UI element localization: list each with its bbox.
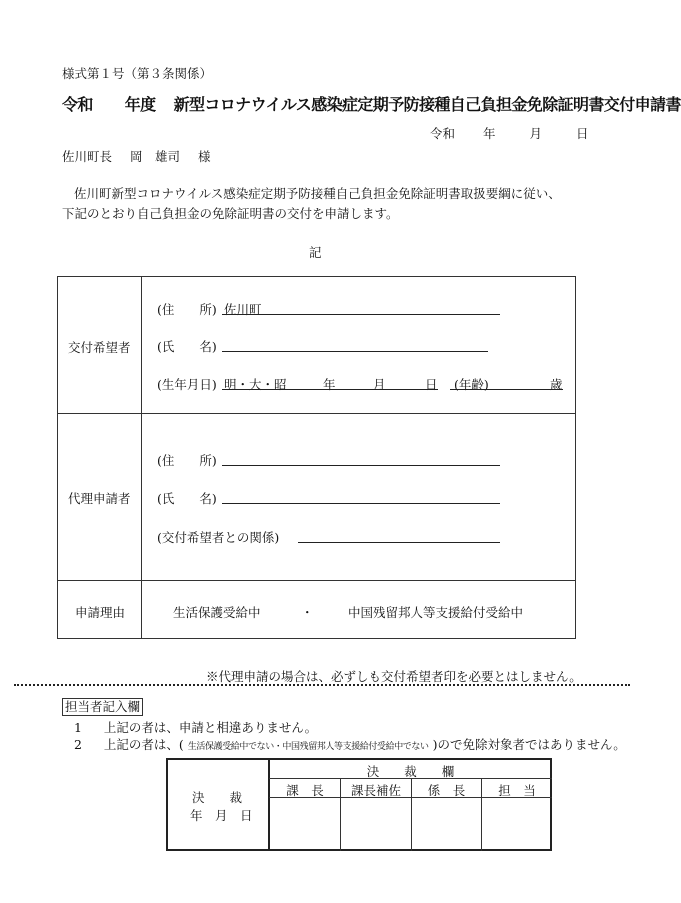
date-day: 日 xyxy=(575,126,589,141)
applicant-address-value[interactable]: 佐川町 xyxy=(224,302,262,317)
title-text: 新型コロナウイルス感染症定期予防接種自己負担金免除証明書交付申請書 xyxy=(173,95,681,114)
approval-stamp-kacho[interactable] xyxy=(270,800,339,849)
date-month: 月 xyxy=(529,126,542,141)
approval-stamp-kakaricho[interactable] xyxy=(412,800,480,849)
applicant-age-unit: 歳 xyxy=(550,377,563,392)
cut-line xyxy=(14,684,630,686)
staff-item-1-number: 1 xyxy=(74,720,82,735)
staff-heading: 担当者記入欄 xyxy=(62,698,143,716)
applicant-age-label: (年齢) xyxy=(454,377,489,392)
proxy-relation-field[interactable] xyxy=(298,542,500,543)
applicant-age-field[interactable] xyxy=(450,389,563,390)
applicant-birth-label: (生年月日) xyxy=(157,377,217,392)
table-row-divider-2 xyxy=(57,580,576,581)
approval-header: 決 裁 欄 xyxy=(366,764,455,779)
proxy-name-label: (氏 名) xyxy=(157,491,217,506)
staff-item-2 xyxy=(74,735,626,753)
addressee-honorific: 様 xyxy=(197,149,211,164)
approval-stamp-tanto[interactable] xyxy=(482,800,551,849)
date-year: 年 xyxy=(482,126,496,141)
proxy-address-label: (住 所) xyxy=(157,453,217,468)
form-number: 様式第１号（第３条関係） xyxy=(62,66,213,81)
approval-col-kacho: 課 長 xyxy=(286,783,324,798)
date-era: 令和 xyxy=(430,126,456,141)
applicant-name-field[interactable] xyxy=(222,351,488,352)
proxy-relation-label: (交付希望者との関係) xyxy=(157,530,280,545)
staff-item-1 xyxy=(74,718,317,736)
applicant-address-field[interactable] xyxy=(222,314,500,315)
approval-stamp-kachohosa[interactable] xyxy=(341,800,410,849)
applicant-era-options[interactable]: 明・大・昭 xyxy=(224,377,287,392)
proxy-note: ※代理申請の場合は、必ずしも交付希望者印を必要とはしません。 xyxy=(206,669,582,684)
date-line xyxy=(430,124,588,142)
reason-label: 申請理由 xyxy=(75,605,126,620)
proxy-name-field[interactable] xyxy=(222,503,500,504)
applicant-address-label: (住 所) xyxy=(157,302,217,317)
applicant-birth-month: 月 xyxy=(373,377,386,392)
title-era: 令和 xyxy=(62,95,93,114)
addressee-name: 岡 雄司 xyxy=(129,149,180,164)
staff-item-2-options[interactable]: 生活保護受給中でない・中国残留邦人等支援給付受給中でない xyxy=(187,742,429,752)
approval-col-tanto: 担 当 xyxy=(498,783,536,798)
staff-item-1-text: 上記の者は、申請と相違ありません。 xyxy=(103,720,318,735)
staff-item-2-pre: 上記の者は、( xyxy=(103,737,184,752)
addressee xyxy=(62,147,210,165)
applicant-birth-field[interactable] xyxy=(222,389,438,390)
intro-line-2: 下記のとおり自己負担金の免除証明書の交付を申請します。 xyxy=(62,206,399,221)
approval-left-date: 年 月 日 xyxy=(190,808,253,823)
intro-line-1: 佐川町新型コロナウイルス感染症定期予防接種自己負担金免除証明書取扱要綱に従い、 xyxy=(74,186,561,201)
application-table xyxy=(57,276,576,639)
approval-col-kachohosa: 課長補佐 xyxy=(350,783,401,798)
reason-option-welfare[interactable]: 生活保護受給中 xyxy=(173,605,261,620)
applicant-birth-year: 年 xyxy=(323,377,336,392)
ki-mark: 記 xyxy=(309,245,322,260)
proxy-address-field[interactable] xyxy=(222,465,500,466)
page-title xyxy=(62,92,681,115)
applicant-label: 交付希望者 xyxy=(68,340,131,355)
proxy-label: 代理申請者 xyxy=(68,491,131,506)
applicant-birth-day: 日 xyxy=(425,377,438,392)
table-column-divider xyxy=(141,276,142,639)
applicant-name-label: (氏 名) xyxy=(157,339,217,354)
addressee-title: 佐川町長 xyxy=(62,149,113,164)
staff-item-2-number: 2 xyxy=(74,737,82,752)
reason-separator: ・ xyxy=(301,605,314,620)
approval-col-kakaricho: 係 長 xyxy=(427,783,466,798)
title-year: 年度 xyxy=(124,95,156,114)
table-row-divider-1 xyxy=(57,413,576,414)
staff-item-2-post: )ので免除対象者ではありません。 xyxy=(432,737,626,752)
approval-left-title: 決 裁 xyxy=(192,790,243,805)
reason-option-support[interactable]: 中国残留邦人等支援給付受給中 xyxy=(348,605,524,620)
